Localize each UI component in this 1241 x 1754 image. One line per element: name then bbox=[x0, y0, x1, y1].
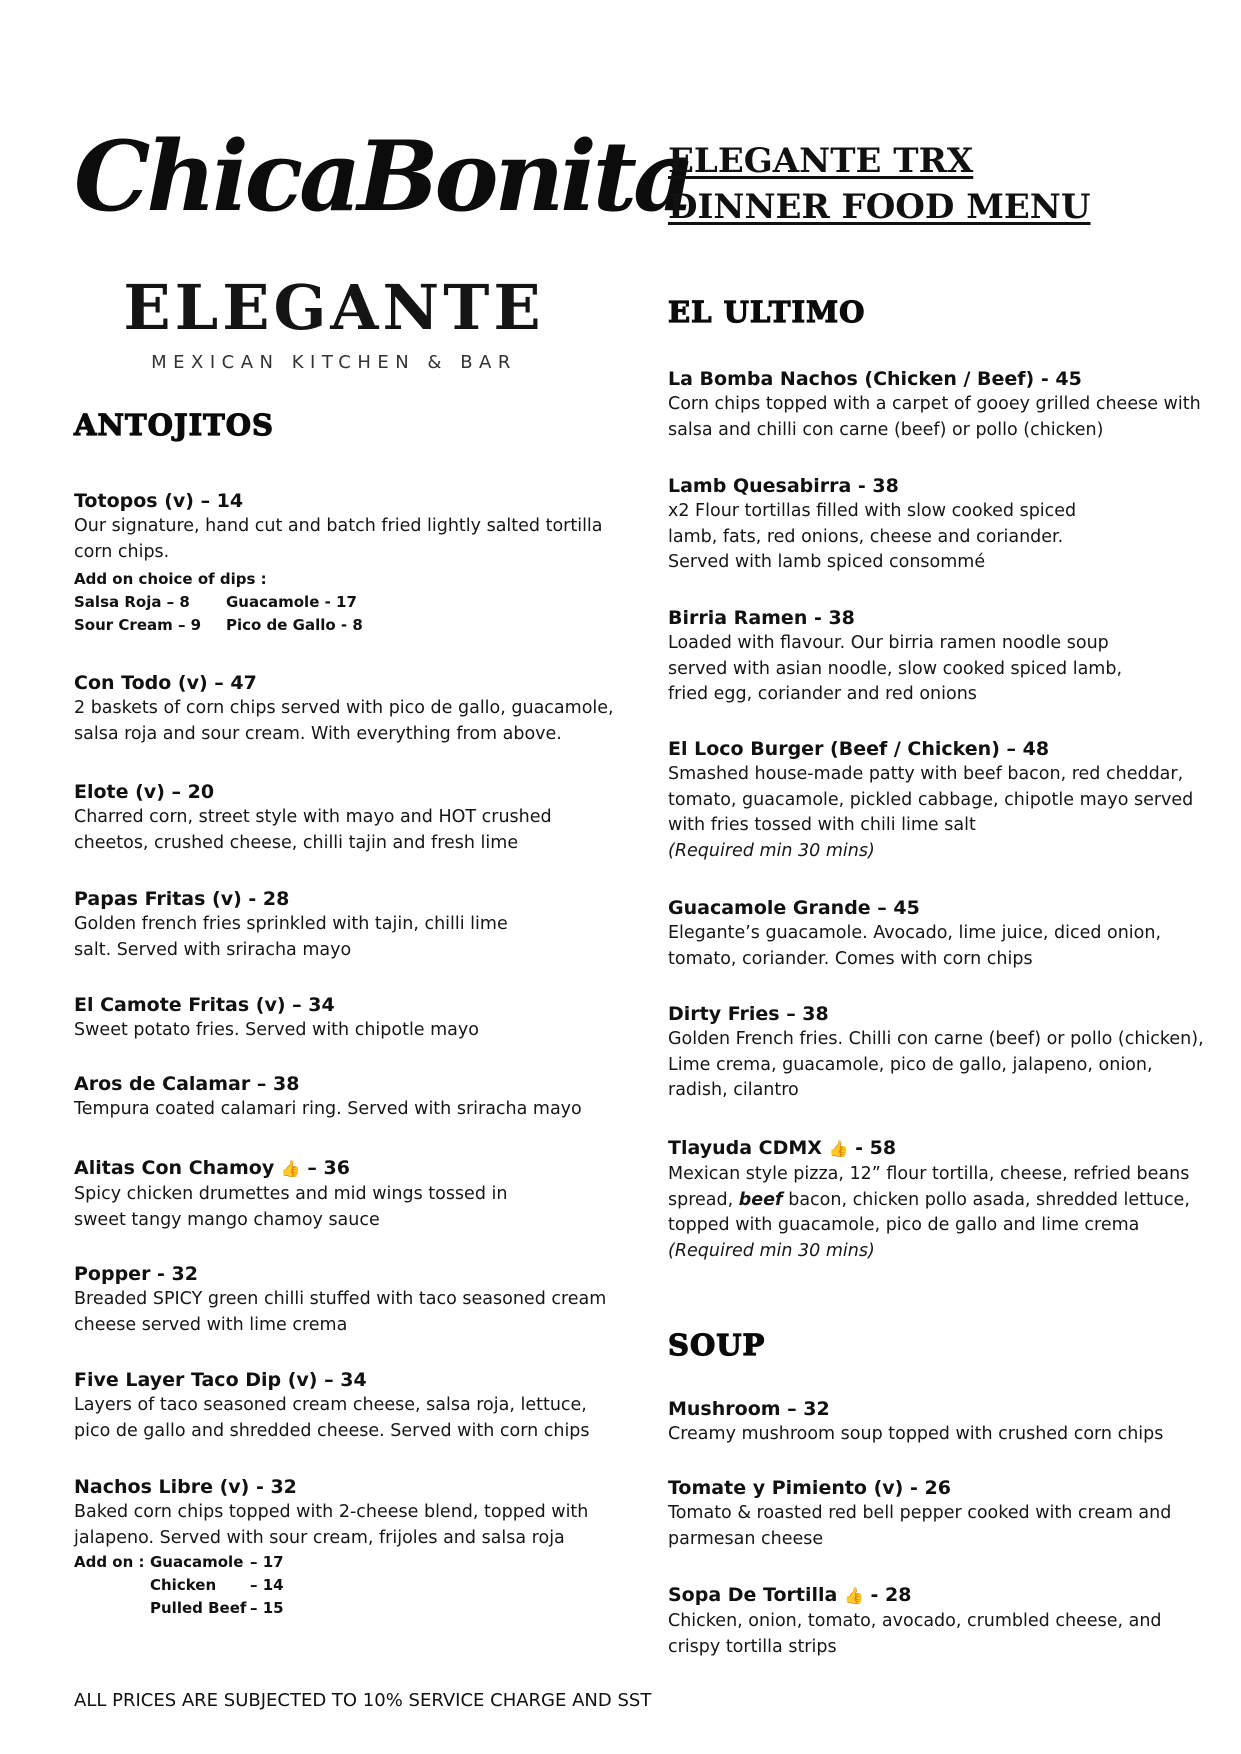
item-description: Our signature, hand cut and batch fried lightly salted tortilla corn chips. bbox=[74, 516, 603, 562]
menu-item bbox=[74, 1474, 614, 1620]
item-title: El Loco Burger (Beef / Chicken) – 48 bbox=[668, 738, 1050, 760]
menu-item bbox=[74, 1155, 614, 1233]
menu-item bbox=[668, 605, 1208, 708]
menu-item bbox=[74, 992, 614, 1044]
dip-option: Guacamole - 17 bbox=[226, 593, 357, 611]
item-title: Tomate y Pimiento (v) - 26 bbox=[668, 1477, 951, 1499]
addon-price: – 17 bbox=[250, 1553, 284, 1571]
menu-item bbox=[668, 1475, 1208, 1552]
item-description: Loaded with flavour. Our birria ramen noodle soup served with asian noodle, slow cooked spiced lamb, fried egg, coriander and red onions bbox=[668, 633, 1123, 704]
item-title-text: Alitas Con Chamoy bbox=[74, 1157, 275, 1179]
item-title: Lamb Quesabirra - 38 bbox=[668, 475, 899, 497]
item-description: Tempura coated calamari ring. Served with sriracha mayo bbox=[74, 1099, 582, 1119]
item-title-text: Tlayuda CDMX bbox=[668, 1137, 822, 1159]
item-price: - 58 bbox=[855, 1137, 897, 1159]
logo-script-text: ChicaBonita bbox=[74, 120, 692, 233]
dips-heading: Add on choice of dips : bbox=[74, 570, 267, 588]
section-el-ultimo: EL ULTIMO bbox=[668, 295, 866, 329]
menu-item bbox=[668, 1001, 1208, 1104]
item-title: Birria Ramen - 38 bbox=[668, 607, 855, 629]
item-description-extra: Served with lamb spiced consommé bbox=[668, 552, 986, 572]
thumbs-up-icon: 👍 bbox=[280, 1159, 301, 1178]
menu-item bbox=[74, 670, 614, 747]
item-note: (Required min 30 mins) bbox=[668, 840, 875, 861]
menu-item bbox=[74, 1261, 614, 1338]
item-title: La Bomba Nachos (Chicken / Beef) - 45 bbox=[668, 368, 1082, 390]
menu-title-line2: DINNER FOOD MENU bbox=[668, 187, 1091, 227]
addon-name: Pulled Beef bbox=[150, 1599, 247, 1617]
item-title bbox=[74, 1155, 614, 1182]
thumbs-up-icon: 👍 bbox=[843, 1586, 864, 1605]
item-title: Con Todo (v) – 47 bbox=[74, 672, 257, 694]
menu-item bbox=[668, 366, 1208, 443]
item-description: Charred corn, street style with mayo and HOT crushed cheetos, crushed cheese, chilli tajin and fresh lime bbox=[74, 807, 552, 853]
dips-addon bbox=[74, 568, 614, 637]
item-description: Golden french fries sprinkled with tajin, chilli lime salt. Served with sriracha mayo bbox=[74, 914, 508, 960]
menu-item bbox=[74, 1367, 614, 1444]
menu-item bbox=[668, 1135, 1208, 1264]
addon-price: – 14 bbox=[250, 1576, 284, 1594]
item-note: (Required min 30 mins) bbox=[668, 1240, 875, 1261]
item-description: Corn chips topped with a carpet of gooey grilled cheese with salsa and chilli con carne (beef) or pollo (chicken) bbox=[668, 394, 1201, 440]
menu-item bbox=[668, 1396, 1208, 1448]
item-description: Baked corn chips topped with 2-cheese blend, topped with jalapeno. Served with sour cream, frijoles and salsa roja bbox=[74, 1502, 589, 1548]
thumbs-up-icon: 👍 bbox=[828, 1139, 849, 1158]
item-title bbox=[668, 1582, 1208, 1609]
item-title: Elote (v) – 20 bbox=[74, 781, 215, 803]
item-title: Guacamole Grande – 45 bbox=[668, 897, 920, 919]
item-description: Sweet potato fries. Served with chipotle mayo bbox=[74, 1020, 479, 1040]
item-title: Totopos (v) – 14 bbox=[74, 490, 244, 512]
menu-item bbox=[668, 473, 1208, 576]
dip-option: Sour Cream – 9 bbox=[74, 616, 202, 634]
item-title: Dirty Fries – 38 bbox=[668, 1003, 829, 1025]
menu-item bbox=[668, 1582, 1208, 1660]
addon-name: Chicken bbox=[150, 1576, 217, 1594]
item-title: Popper - 32 bbox=[74, 1263, 198, 1285]
item-description: Layers of taco seasoned cream cheese, salsa roja, lettuce, pico de gallo and shredded cheese. Served with corn chips bbox=[74, 1395, 590, 1441]
item-description: Smashed house-made patty with beef bacon, red cheddar, tomato, guacamole, pickled cabbage, chipotle mayo served with fries tossed with chili lime salt bbox=[668, 764, 1194, 835]
item-description: x2 Flour tortillas filled with slow cooked spiced lamb, fats, red onions, cheese and coriander. bbox=[668, 501, 1077, 547]
section-soup: SOUP bbox=[668, 1328, 766, 1362]
menu-item bbox=[74, 886, 614, 963]
restaurant-logo bbox=[74, 112, 692, 373]
footer-note: ALL PRICES ARE SUBJECTED TO 10% SERVICE CHARGE AND SST bbox=[74, 1690, 652, 1711]
item-price: - 28 bbox=[870, 1584, 912, 1606]
item-title: El Camote Fritas (v) – 34 bbox=[74, 994, 335, 1016]
nachos-addon bbox=[74, 1551, 614, 1620]
item-title: Mushroom – 32 bbox=[668, 1398, 830, 1420]
section-antojitos: ANTOJITOS bbox=[74, 408, 274, 442]
item-description: Creamy mushroom soup topped with crushed corn chips bbox=[668, 1424, 1164, 1444]
item-title: Aros de Calamar – 38 bbox=[74, 1073, 300, 1095]
item-description: Chicken, onion, tomato, avocado, crumbled cheese, and crispy tortilla strips bbox=[668, 1611, 1162, 1657]
menu-item bbox=[668, 736, 1208, 864]
menu-item bbox=[668, 895, 1208, 972]
item-description: Golden French fries. Chilli con carne (beef) or pollo (chicken), Lime crema, guacamole, pico de gallo, jalapeno, onion, radish, cilantro bbox=[668, 1029, 1204, 1100]
dip-option: Pico de Gallo - 8 bbox=[226, 616, 363, 634]
item-description: Tomato & roasted red bell pepper cooked with cream and parmesan cheese bbox=[668, 1503, 1172, 1549]
menu-item bbox=[74, 488, 614, 637]
logo-tagline: MEXICAN KITCHEN & BAR bbox=[151, 352, 517, 373]
addon-label: Add on : bbox=[74, 1553, 145, 1571]
item-description: Breaded SPICY green chilli stuffed with taco seasoned cream cheese served with lime crema bbox=[74, 1289, 607, 1335]
item-price: – 36 bbox=[307, 1157, 350, 1179]
item-title bbox=[668, 1135, 1208, 1162]
item-title: Nachos Libre (v) - 32 bbox=[74, 1476, 297, 1498]
menu-item bbox=[74, 1071, 614, 1123]
menu-title-line1: ELEGANTE TRX bbox=[668, 141, 974, 181]
item-title-text: Sopa De Tortilla bbox=[668, 1584, 838, 1606]
item-title: Five Layer Taco Dip (v) – 34 bbox=[74, 1369, 367, 1391]
addon-price: – 15 bbox=[250, 1599, 284, 1617]
logo-wordmark: ELEGANTE bbox=[123, 271, 545, 344]
item-title: Papas Fritas (v) - 28 bbox=[74, 888, 290, 910]
menu-item bbox=[74, 779, 614, 856]
item-description: Elegante’s guacamole. Avocado, lime juice, diced onion, tomato, coriander. Comes with corn chips bbox=[668, 923, 1162, 969]
addon-name: Guacamole bbox=[150, 1553, 244, 1571]
item-description: Spicy chicken drumettes and mid wings tossed in sweet tangy mango chamoy sauce bbox=[74, 1184, 508, 1230]
item-description: 2 baskets of corn chips served with pico de gallo, guacamole, salsa roja and sour cream. With everything from above. bbox=[74, 698, 614, 744]
dip-option: Salsa Roja – 8 bbox=[74, 593, 190, 611]
item-description: Mexican style pizza, 12” flour tortilla, cheese, refried beans spread, beef bacon, chicken pollo asada, shredded lettuce, topped with guacamole, pico de gallo and lime crema bbox=[668, 1164, 1190, 1235]
menu-title bbox=[668, 138, 1091, 230]
